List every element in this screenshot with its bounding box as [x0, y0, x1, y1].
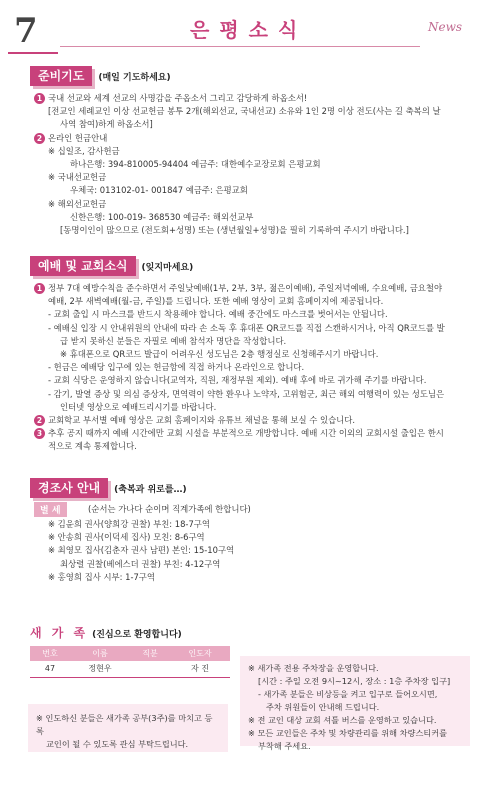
prayer-section-header [30, 66, 171, 86]
page-header [0, 0, 490, 58]
note-line: ※ 모든 교인들은 주차 및 차량관리를 위해 차량스티커를 [248, 728, 448, 738]
worship-line: 예배, 2부 새벽예배(월-금, 주일)를 드립니다. 또한 예배 영상이 교회 홈페이지에 제공됩니다. [48, 296, 384, 307]
worship-line: - 교회 출입 시 마스크를 반드시 착용해야 합니다. 예배 중간에도 마스크를 벗어서는 안됩니다. [48, 309, 388, 320]
column-header: 인도자 [170, 646, 230, 661]
worship-line: - 감기, 발열 증상 및 의심 증상자, 면역력이 약한 환우나 노약자, 고위험군, 최근 해외 여행력이 있는 성도님은 [48, 388, 445, 399]
worship-line: 추후 공지 때까지 예배 시간에만 교회 시설을 부분적으로 개방합니다. 예배 시간 이외의 교회시설 출입은 한시 [48, 428, 444, 439]
new-family-header [30, 624, 182, 641]
prayer-line: [동명이인이 많으므로 (전도회+성명) 또는 (생년월일+성명)을 필히 기록하여 주시기 바랍니다.] [60, 225, 409, 236]
table-header-row [30, 646, 230, 661]
note-line: 교인이 될 수 있도록 관심 부탁드립니다. [46, 739, 189, 749]
table-cell: 정현우 [70, 661, 130, 677]
worship-line: 급 받지 못하신 분들은 자필로 예배 참석자 명단을 작성합니다. [60, 335, 287, 346]
worship-section-header [30, 256, 193, 276]
number-2-icon: 2 [34, 133, 45, 144]
worship-line: - 헌금은 예배당 입구에 있는 헌금함에 직접 하거나 온라인으로 합니다. [48, 362, 305, 373]
worship-line: 인터넷 영상으로 예배드리시기를 바랍니다. [60, 401, 217, 412]
prayer-line: 신한은행: 100-019- 368530 예금주: 해외선교부 [70, 211, 254, 222]
column-header: 직분 [130, 646, 170, 661]
worship-subtitle: (잊지마세요) [141, 262, 194, 273]
table-cell: 47 [30, 661, 70, 677]
number-1-icon: 1 [34, 283, 45, 294]
page-title: 은평소식 [190, 18, 308, 42]
worship-body [34, 282, 474, 454]
worship-line: - 예배실 입장 시 안내위원의 안내에 따라 손 소독 후 휴대폰 QR코드를 직접 스캔하시거나, 아직 QR코드를 발 [48, 322, 445, 333]
worship-line: ※ 휴대폰으로 QR코드 발급이 어려우신 성도님은 2층 행정실로 신청해주시기 바랍니다. [60, 349, 379, 360]
prayer-line: 하나은행: 394-810005-94404 예금주: 대한예수교장로회 은평교회 [70, 159, 321, 170]
new-family-subtitle: (진심으로 환영합니다) [92, 630, 182, 640]
events-body [34, 518, 474, 584]
prayer-body [34, 92, 474, 237]
prayer-line: ※ 십일조, 감사헌금 [48, 145, 120, 156]
prayer-line: ※ 국내선교헌금 [48, 172, 107, 183]
prayer-line: [전교인 세례교인 이상 선교헌금 봉투 2개(해외선교, 국내선교) 소유와 1인 2명 이상 전도(사는 길 축복의 날 [48, 106, 441, 117]
column-header: 이름 [70, 646, 130, 661]
events-line: 최상렬 권찰(베에스더 권찰) 부친: 4-12구역 [60, 558, 221, 569]
prayer-line: 우체국: 013102-01- 001847 예금주: 은평교회 [70, 185, 248, 196]
parking-note-box [240, 656, 470, 751]
header-divider [60, 46, 420, 47]
number-1-icon: 1 [34, 93, 45, 104]
worship-line: 정부 7대 예방수칙을 준수하면서 주일낮예배(1부, 2부, 3부, 젊은이예배), 주일저녁예배, 수요예배, 금요철야 [48, 283, 443, 293]
prayer-title: 준비기도 [30, 66, 92, 86]
new-family-title: 새 가 족 [30, 626, 89, 640]
events-line: ※ 최영모 집사(김춘자 권사 남편) 본인: 15-10구역 [48, 545, 235, 556]
events-section-header [30, 478, 187, 498]
events-line: ※ 홍영희 집사 시부: 1-7구역 [48, 571, 155, 582]
note-line: [시간 : 주일 오전 9시~12시, 장소 : 1층 주차장 입구] [258, 676, 451, 686]
events-category: 별 세 [34, 502, 67, 517]
table-cell: 자 진 [170, 661, 230, 677]
events-line: ※ 김윤희 권사(양희강 권찰) 부친: 18-7구역 [48, 519, 210, 529]
note-line: 주차 위원들이 안내해 드립니다. [266, 702, 380, 712]
table-cell [130, 661, 170, 677]
new-family-note-box [28, 704, 228, 752]
prayer-line: 온라인 헌금안내 [48, 132, 108, 143]
number-2-icon: 2 [34, 415, 45, 426]
events-title: 경조사 안내 [30, 478, 108, 498]
column-header: 번호 [30, 646, 70, 661]
header-rule-accent [8, 52, 58, 54]
events-subtitle: (축복과 위로를…) [114, 484, 187, 495]
prayer-subtitle: (매일 기도하세요) [98, 72, 171, 83]
note-line: 부착해 주세요. [258, 741, 311, 751]
note-line: ※ 새가족 전용 주차장을 운영합니다. [248, 663, 379, 673]
note-line: - 새가족 분들은 비상등을 켜고 입구로 들어오시면, [258, 689, 438, 699]
worship-line: 교회학교 부서별 예배 영상은 교회 홈페이지와 유튜브 채널을 통해 보실 수 있습니다. [48, 415, 356, 426]
new-family-table [30, 646, 230, 678]
table-row [30, 661, 230, 677]
news-label: News [428, 20, 463, 34]
prayer-line: 사역 참여)하게 하옵소서] [60, 119, 153, 130]
worship-title: 예배 및 교회소식 [30, 256, 136, 276]
events-line: ※ 안송희 권사(이덕세 집사) 모친: 8-6구역 [48, 532, 205, 543]
note-line: ※ 전 교인 대상 교회 셔틀 버스를 운영하고 있습니다. [248, 715, 437, 725]
note-line: ※ 인도하신 분들은 새가족 공부(3주)를 마치고 등록 [36, 713, 213, 736]
page-number: 7 [14, 11, 38, 51]
prayer-line: ※ 해외선교헌금 [48, 198, 107, 209]
events-category-note: (순서는 가나다 순이며 직계가족에 한합니다) [88, 504, 251, 514]
prayer-line: 국내 선교와 세계 선교의 사명감을 주옵소서 그리고 감당하게 하옵소서! [48, 93, 308, 103]
worship-line: 적으로 계속 통제합니다. [48, 441, 137, 452]
worship-line: - 교회 식당은 운영하지 않습니다(교역자, 직원, 재정부원 제외). 예배 후에 바로 귀가해 주기를 바랍니다. [48, 375, 427, 386]
number-3-icon: 3 [34, 428, 45, 439]
